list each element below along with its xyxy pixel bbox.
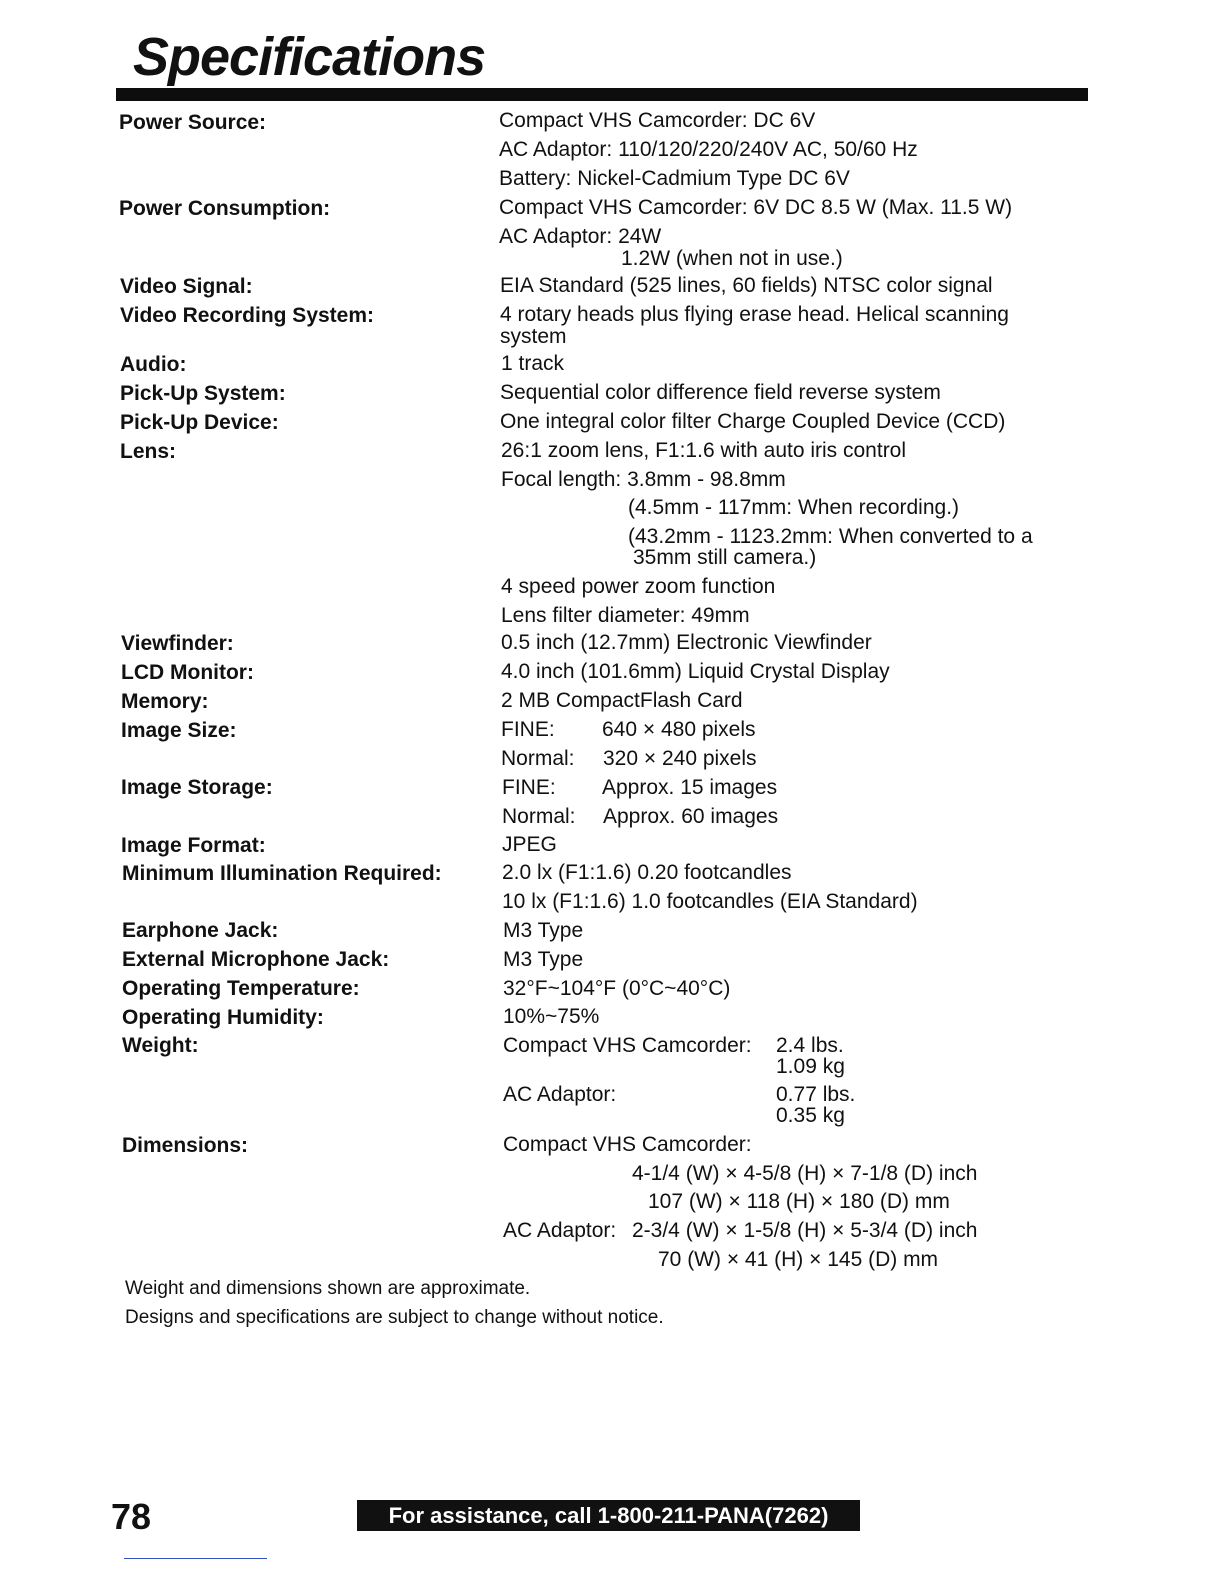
spec-value: 2.0 lx (F1:1.6) 0.20 footcandles	[502, 861, 792, 884]
spec-value: One integral color filter Charge Coupled Device (CCD)	[500, 410, 1006, 433]
footer-underline	[124, 1558, 267, 1559]
spec-value: 70 (W) × 41 (H) × 145 (D) mm	[658, 1248, 939, 1271]
spec-value: 4 speed power zoom function	[501, 575, 776, 598]
spec-value: Lens filter diameter: 49mm	[501, 604, 750, 627]
spec-label-dimensions: Dimensions:	[122, 1134, 249, 1157]
spec-label-pickup-device: Pick-Up Device:	[120, 411, 279, 434]
spec-label-earphone-jack: Earphone Jack:	[122, 919, 279, 942]
spec-label-video-signal: Video Signal:	[120, 275, 253, 298]
spec-value: 2-3/4 (W) × 1-5/8 (H) × 5-3/4 (D) inch	[632, 1219, 978, 1242]
spec-label-audio: Audio:	[120, 353, 187, 376]
page-number: 78	[111, 1496, 152, 1537]
spec-value: Sequential color difference field reverse system	[500, 381, 941, 404]
spec-label-operating-humidity: Operating Humidity:	[122, 1006, 324, 1029]
spec-subkey: AC Adaptor:	[503, 1219, 617, 1242]
spec-label-power-source: Power Source:	[119, 111, 267, 134]
spec-label-memory: Memory:	[121, 690, 209, 713]
spec-label-external-microphone-jack: External Microphone Jack:	[122, 948, 390, 971]
spec-value: JPEG	[502, 833, 557, 856]
spec-value: 10%~75%	[503, 1005, 600, 1028]
spec-subkey: FINE:	[502, 776, 556, 799]
spec-value: Battery: Nickel-Cadmium Type DC 6V	[499, 167, 850, 190]
spec-subkey: Compact VHS Camcorder:	[503, 1034, 752, 1057]
spec-value: Compact VHS Camcorder: DC 6V	[499, 109, 816, 132]
spec-value: Approx. 15 images	[602, 776, 778, 799]
spec-value: 10 lx (F1:1.6) 1.0 footcandles (EIA Standard)	[502, 890, 918, 913]
spec-subkey: AC Adaptor:	[503, 1083, 617, 1106]
spec-label-image-size: Image Size:	[121, 719, 237, 742]
spec-subkey: Normal:	[502, 805, 576, 828]
spec-value: AC Adaptor: 110/120/220/240V AC, 50/60 Hz	[499, 138, 918, 161]
spec-value: 2 MB CompactFlash Card	[501, 689, 743, 712]
spec-label-pickup-system: Pick-Up System:	[120, 382, 286, 405]
spec-value: 1 track	[501, 352, 565, 375]
spec-label-weight: Weight:	[122, 1034, 199, 1057]
spec-value: M3 Type	[503, 948, 584, 971]
spec-value: EIA Standard (525 lines, 60 fields) NTSC color signal	[500, 274, 993, 297]
spec-value: Approx. 60 images	[603, 805, 779, 828]
spec-value: AC Adaptor: 24W	[499, 225, 662, 248]
spec-label-image-format: Image Format:	[121, 834, 266, 857]
spec-label-operating-temperature: Operating Temperature:	[122, 977, 360, 1000]
spec-value: 1.2W (when not in use.)	[621, 247, 843, 270]
spec-value: 4 rotary heads plus flying erase head. Helical scanning	[500, 303, 1009, 326]
spec-subkey: Normal:	[501, 747, 575, 770]
spec-value: 0.5 inch (12.7mm) Electronic Viewfinder	[501, 631, 872, 654]
spec-value: (4.5mm - 117mm: When recording.)	[628, 496, 960, 519]
spec-value: 35mm still camera.)	[633, 546, 817, 569]
page-title: Specifications	[133, 27, 486, 87]
note-approximate: Weight and dimensions shown are approximate.	[125, 1278, 531, 1299]
spec-label-lens: Lens:	[120, 440, 177, 463]
spec-value: M3 Type	[503, 919, 584, 942]
spec-value: system	[500, 325, 567, 348]
spec-value: Compact VHS Camcorder: 6V DC 8.5 W (Max. 11.5 W)	[499, 196, 1013, 219]
spec-value: 320 × 240 pixels	[603, 747, 757, 770]
spec-label-power-consumption: Power Consumption:	[119, 197, 331, 220]
spec-value: 4-1/4 (W) × 4-5/8 (H) × 7-1/8 (D) inch	[632, 1162, 978, 1185]
spec-label-viewfinder: Viewfinder:	[121, 632, 234, 655]
spec-value: 26:1 zoom lens, F1:1.6 with auto iris control	[501, 439, 907, 462]
spec-value: 2.4 lbs.	[776, 1034, 844, 1057]
spec-value: 107 (W) × 118 (H) × 180 (D) mm	[648, 1190, 950, 1213]
spec-value: Focal length: 3.8mm - 98.8mm	[501, 468, 786, 491]
spec-subkey: Compact VHS Camcorder:	[503, 1133, 752, 1156]
spec-value: 0.77 lbs.	[776, 1083, 856, 1106]
spec-value: 640 × 480 pixels	[602, 718, 756, 741]
spec-label-video-recording-system: Video Recording System:	[120, 304, 375, 327]
spec-value: 4.0 inch (101.6mm) Liquid Crystal Display	[501, 660, 890, 683]
note-subject-to-change: Designs and specifications are subject to change without notice.	[125, 1307, 664, 1328]
spec-label-minimum-illumination: Minimum Illumination Required:	[122, 862, 442, 885]
title-rule	[116, 88, 1088, 101]
assistance-banner: For assistance, call 1-800-211-PANA(7262)	[357, 1500, 860, 1531]
spec-value: (43.2mm - 1123.2mm: When converted to a	[628, 525, 1033, 548]
spec-value: 32°F~104°F (0°C~40°C)	[503, 977, 731, 1000]
spec-subkey: FINE:	[501, 718, 555, 741]
spec-label-image-storage: Image Storage:	[121, 776, 273, 799]
spec-value: 1.09 kg	[776, 1055, 845, 1078]
spec-label-lcd-monitor: LCD Monitor:	[121, 661, 254, 684]
spec-value: 0.35 kg	[776, 1104, 845, 1127]
